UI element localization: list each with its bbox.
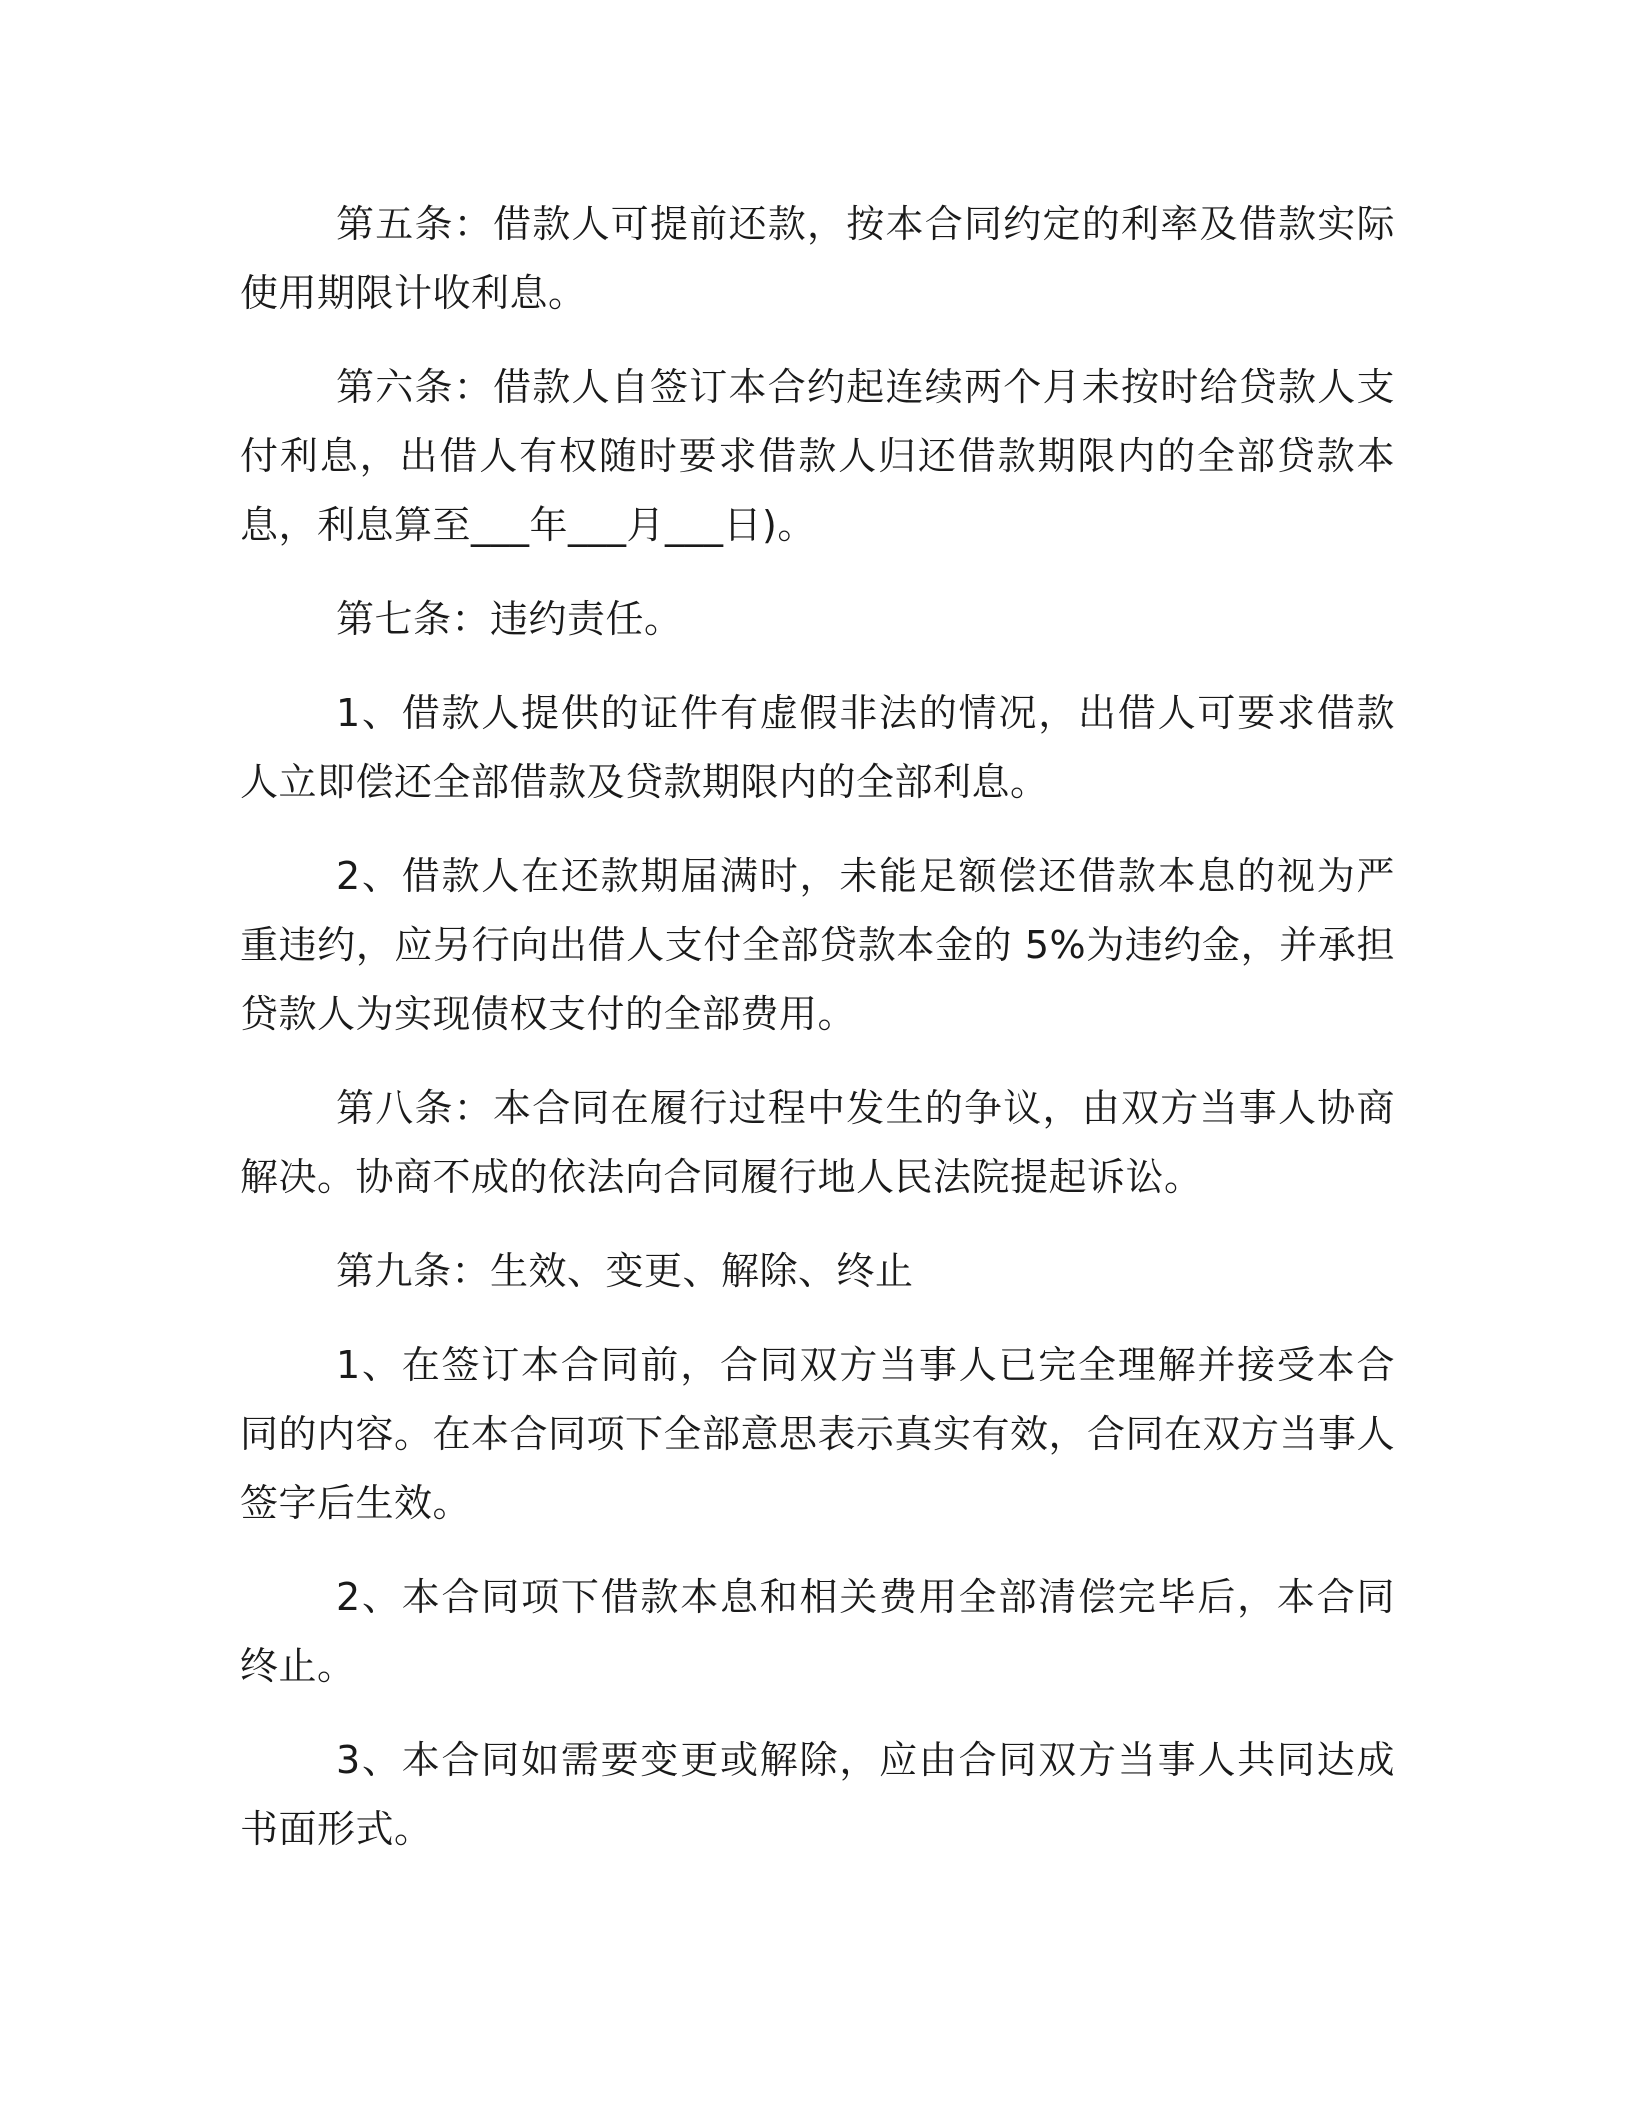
clause-7-item-2: 2、借款人在还款期届满时，未能足额偿还借款本息的视为严重违约，应另行向出借人支付全部贷款本金的 5%为违约金，并承担贷款人为实现债权支付的全部费用。: [240, 854, 1395, 1036]
contract-body: [240, 190, 1395, 1889]
clause-9-item-2: 2、本合同项下借款本息和相关费用全部清偿完毕后，本合同终止。: [240, 1575, 1395, 1688]
clause-9-heading: 第九条：生效、变更、解除、终止: [336, 1249, 914, 1293]
clause-7-heading: 第七条：违约责任。: [336, 597, 683, 641]
clause-9-item-1: 1、在签订本合同前，合同双方当事人已完全理解并接受本合同的内容。在本合同项下全部意思表示真实有效，合同在双方当事人签字后生效。: [240, 1343, 1396, 1525]
clause-5: 第五条：借款人可提前还款，按本合同约定的利率及借款实际使用期限计收利息。: [240, 202, 1395, 315]
clause-9-item-3: 3、本合同如需要变更或解除，应由合同双方当事人共同达成书面形式。: [240, 1738, 1395, 1851]
clause-7-item-1: 1、借款人提供的证件有虚假非法的情况，出借人可要求借款人立即偿还全部借款及贷款期限内的全部利息。: [240, 691, 1395, 804]
clause-8: 第八条：本合同在履行过程中发生的争议，由双方当事人协商解决。协商不成的依法向合同履行地人民法院提起诉讼。: [240, 1086, 1395, 1199]
clause-6: 第六条：借款人自签订本合约起连续两个月未按时给贷款人支付利息，出借人有权随时要求借款人归还借款期限内的全部贷款本息，利息算至___年___月___日)。: [240, 365, 1395, 547]
